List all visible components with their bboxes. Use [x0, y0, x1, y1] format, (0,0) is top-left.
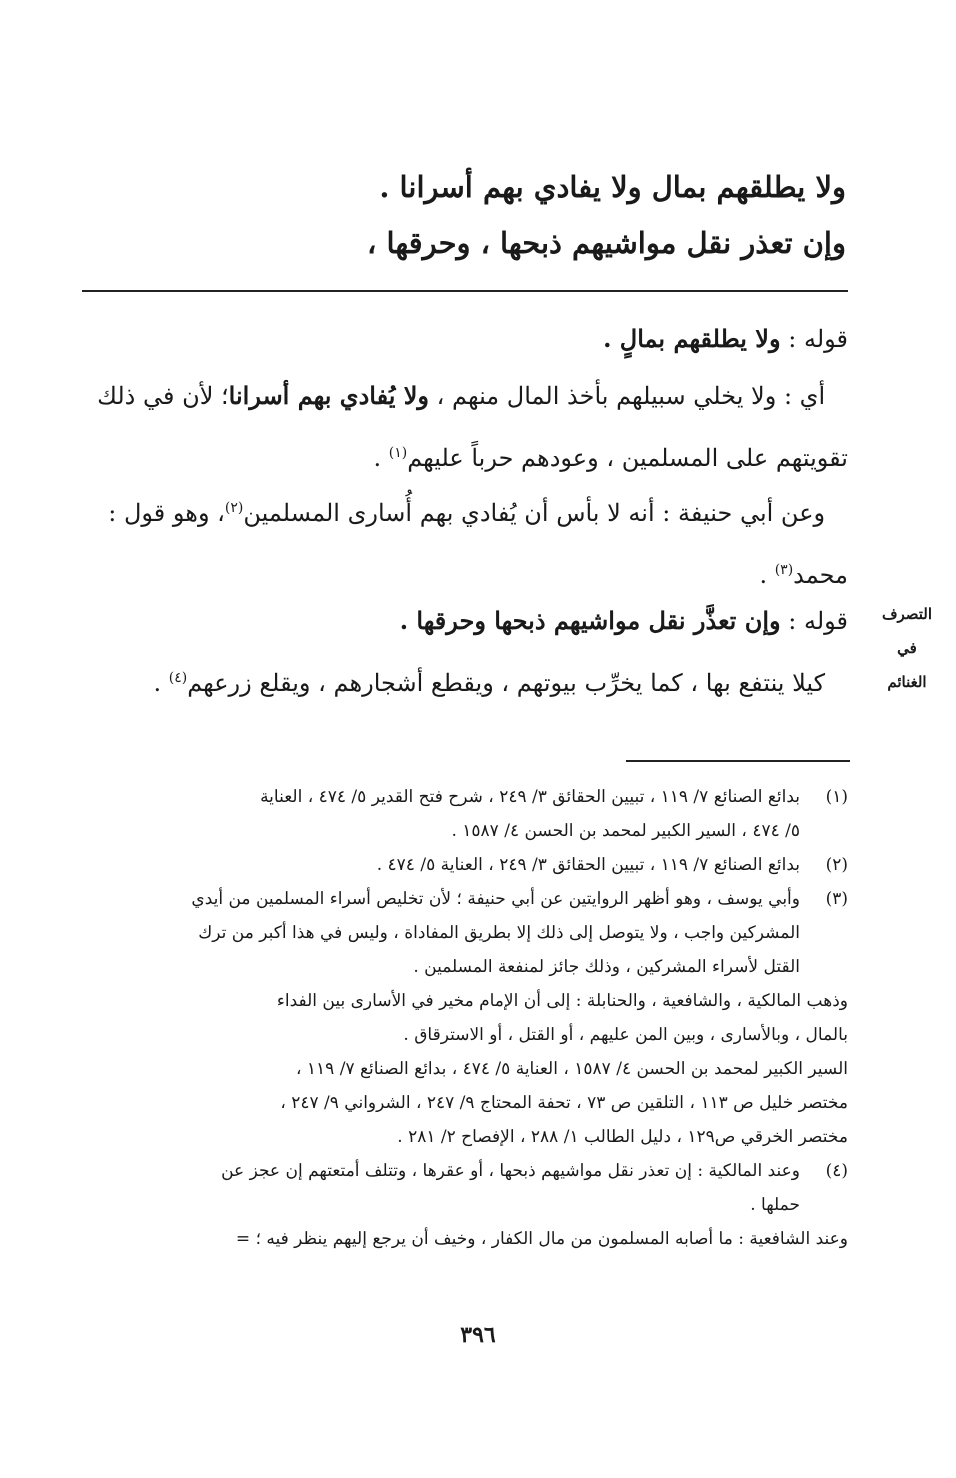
side-heading-line: التصرف — [881, 605, 933, 623]
side-heading-line: الغنائم — [887, 673, 927, 691]
footnote-line: ٥/ ٤٧٤ ، السير الكبير لمحمد بن الحسن ٤/ ١٥٨٧ . — [451, 821, 800, 841]
footnote-line: بدائع الصنائع ٧/ ١١٩ ، تبيين الحقائق ٣/ ٢٤٩ ، العناية ٥/ ٤٧٤ . — [376, 855, 800, 875]
matn-line-2: وإن تعذر نقل مواشيهم ذبحها ، وحرقها ، — [367, 226, 846, 260]
quote-text: ولا يطلقهم بمالٍ . — [603, 324, 781, 353]
footnote-number: (١) — [825, 787, 848, 807]
footnote-line: القتل لأسراء المشركين ، وذلك جائز لمنفعة المسلمين . — [413, 957, 800, 977]
footnote-line: مختصر خليل ص ١١٣ ، التلقين ص ٧٣ ، تحفة المحتاج ٩/ ٢٤٧ ، الشرواني ٩/ ٢٤٧ ، — [280, 1093, 848, 1113]
footnote-number: (٣) — [825, 889, 848, 909]
footnote-number: (٢) — [825, 855, 848, 875]
footnote-ref-2[interactable]: (٢) — [224, 500, 244, 516]
punctuation: . — [153, 669, 169, 697]
footnote-divider — [626, 760, 850, 762]
matn-divider — [82, 290, 848, 292]
footnote-number: (٤) — [825, 1161, 848, 1181]
footnote-line: وعند الشافعية : ما أصابه المسلمون من مال الكفار ، وخيف أن يرجع إليهم ينظر فيه ؛ = — [235, 1229, 848, 1249]
paragraph-text: ؛ لأن في ذلك تقويتهم على المسلمين ، وعودهم حرباً عليهم — [97, 382, 848, 472]
bold-quote: ولا يُفادي بهم أسرانا — [228, 381, 430, 410]
commentary-paragraph-2 — [78, 480, 848, 604]
footnote-line: بالمال ، وبالأسارى ، وبين المن عليهم ، أو القتل ، أو الاسترقاق . — [403, 1025, 848, 1045]
quote-text: وإن تعذَّر نقل مواشيهم ذبحها وحرقها . — [399, 606, 781, 635]
quote-label: قوله : — [788, 325, 848, 353]
footnote-ref-3[interactable]: (٣) — [774, 562, 794, 578]
paragraph-text: وعن أبي حنيفة : أنه لا بأس أن يُفادي بهم أُسارى المسلمين — [243, 499, 826, 527]
footnote-ref-4[interactable]: (٤) — [168, 670, 188, 686]
side-heading — [868, 597, 946, 699]
footnote-line: حملها . — [750, 1195, 800, 1215]
footnote-3-continuation — [78, 984, 848, 1154]
footnote-3 — [78, 882, 848, 984]
page-number: ٣٩٦ — [460, 1322, 496, 1348]
footnote-line: وعند المالكية : إن تعذر نقل مواشيهم ذبحها ، أو عقرها ، وتتلف أمتعتهم إن عجز عن — [221, 1161, 800, 1181]
footnote-line: السير الكبير لمحمد بن الحسن ٤/ ١٥٨٧ ، العناية ٥/ ٤٧٤ ، بدائع الصنائع ٧/ ١١٩ ، — [296, 1059, 848, 1079]
side-heading-line: في — [897, 639, 917, 657]
commentary-quote-2 — [78, 592, 848, 650]
footnote-4-continuation — [78, 1222, 848, 1256]
commentary-paragraph-1 — [78, 367, 848, 487]
footnote-1 — [78, 780, 848, 848]
commentary-quote-1 — [78, 310, 848, 368]
footnote-line: بدائع الصنائع ٧/ ١١٩ ، تبيين الحقائق ٣/ ٢٤٩ ، شرح فتح القدير ٥/ ٤٧٤ ، العناية — [260, 787, 800, 807]
punctuation: . — [373, 444, 389, 472]
footnote-line: وذهب المالكية ، والشافعية ، والحنابلة : إلى أن الإمام مخير في الأسارى بين الفداء — [276, 991, 848, 1011]
footnote-2 — [78, 848, 848, 882]
footnote-line: المشركين واجب ، ولا يتوصل إلى ذلك إلا بطريق المفاداة ، وليس في هذا أكبر من ترك — [198, 923, 800, 943]
punctuation: . — [759, 561, 775, 589]
paragraph-text: كيلا ينتفع بها ، كما يخرِّب بيوتهم ، ويقطع أشجارهم ، ويقلع زرعهم — [187, 669, 826, 697]
footnote-line: مختصر الخرقي ص١٢٩ ، دليل الطالب ١/ ٢٨٨ ، الإفصاح ٢/ ٢٨١ . — [397, 1127, 848, 1147]
footnote-line: وأبي يوسف ، وهو أظهر الروايتين عن أبي حنيفة ؛ لأن تخليص أسراء المسلمين من أيدي — [191, 889, 800, 909]
footnote-4 — [78, 1154, 848, 1222]
footnotes — [78, 780, 848, 1256]
footnote-ref-1[interactable]: (١) — [388, 445, 408, 461]
paragraph-text: ، وهو قول : محمد — [108, 499, 848, 589]
commentary-paragraph-3 — [78, 650, 848, 712]
quote-label: قوله : — [788, 607, 848, 635]
matn-line-1: ولا يطلقهم بمال ولا يفادي بهم أسرانا . — [379, 170, 846, 204]
paragraph-text: أي : ولا يخلي سبيلهم بأخذ المال منهم ، — [436, 382, 826, 410]
